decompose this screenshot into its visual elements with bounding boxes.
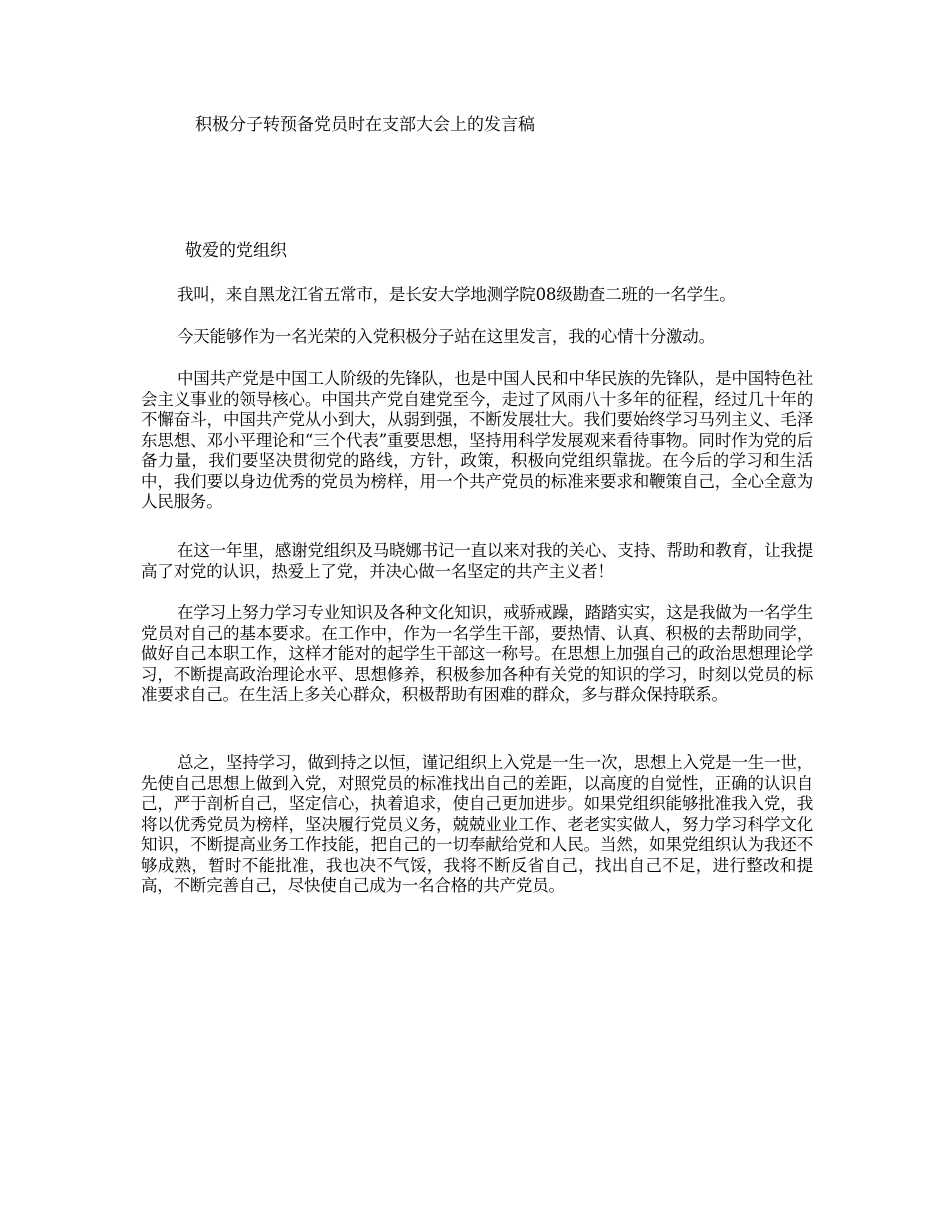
- paragraph-party-description: 中国共产党是中国工人阶级的先锋队，也是中国人民和中华民族的先锋队，是中国特色社会主义事业的领导核心。中国共产党自建党至今，走过了风雨八十多年的征程，经过几十年的不懈奋斗，中国共产党从小到大，从弱到强，不断发展壮大。我们要始终学习马列主义、毛泽东思想、邓小平理论和“三个代表”重要思想，坚持用科学发展观来看待事物。同时作为党的后备力量，我们要坚决贯彻党的路线，方针，政策，积极向党组织靠拢。在今后的学习和生活中，我们要以身边优秀的党员为榜样，用一个共产党员的标准来要求和鞭策自己，全心全意为人民服务。: [141, 369, 813, 511]
- paragraph-introduction: 我叫，来自黑龙江省五常市，是长安大学地测学院08级勘查二班的一名学生。: [177, 285, 736, 304]
- paragraph-gratitude: 在这一年里，感谢党组织及马晓娜书记一直以来对我的关心、支持、帮助和教育，让我提高了对党的认识，热爱上了党，并决心做一名坚定的共产主义者！: [141, 541, 813, 581]
- paragraph-feelings: 今天能够作为一名光荣的入党积极分子站在这里发言，我的心情十分激动。: [177, 327, 715, 346]
- paragraph-conclusion: 总之，坚持学习，做到持之以恒，谨记组织上入党是一生一次，思想上入党是一生一世，先使自己思想上做到入党，对照党员的标准找出自己的差距，以高度的自觉性，正确的认识自己，严于剖析自己，坚定信心，执着追求，使自己更加进步。如果党组织能够批准我入党，我将以优秀党员为榜样，坚决履行党员义务，兢兢业业工作、老老实实做人，努力学习科学文化知识，不断提高业务工作技能，把自己的一切奉献给党和人民。当然，如果党组织认为我还不够成熟，暂时不能批准，我也决不气馁，我将不断反省自己，找出自己不足，进行整改和提高，不断完善自己，尽快使自己成为一名合格的共产党员。: [141, 753, 813, 895]
- document-title: 积极分子转预备党员时在支部大会上的发言稿: [195, 115, 535, 135]
- salutation: 敬爱的党组织: [185, 241, 287, 261]
- paragraph-study-and-work: 在学习上努力学习专业知识及各种文化知识，戒骄戒躁，踏踏实实，这是我做为一名学生党员对自己的基本要求。在工作中，作为一名学生干部，要热情、认真、积极的去帮助同学，做好自己本职工作，这样才能对的起学生干部这一称号。在思想上加强自己的政治思想理论学习，不断提高政治理论水平、思想修养，积极参加各种有关党的知识的学习，时刻以党员的标准要求自己。在生活上多关心群众，积极帮助有困难的群众，多与群众保持联系。: [141, 603, 813, 704]
